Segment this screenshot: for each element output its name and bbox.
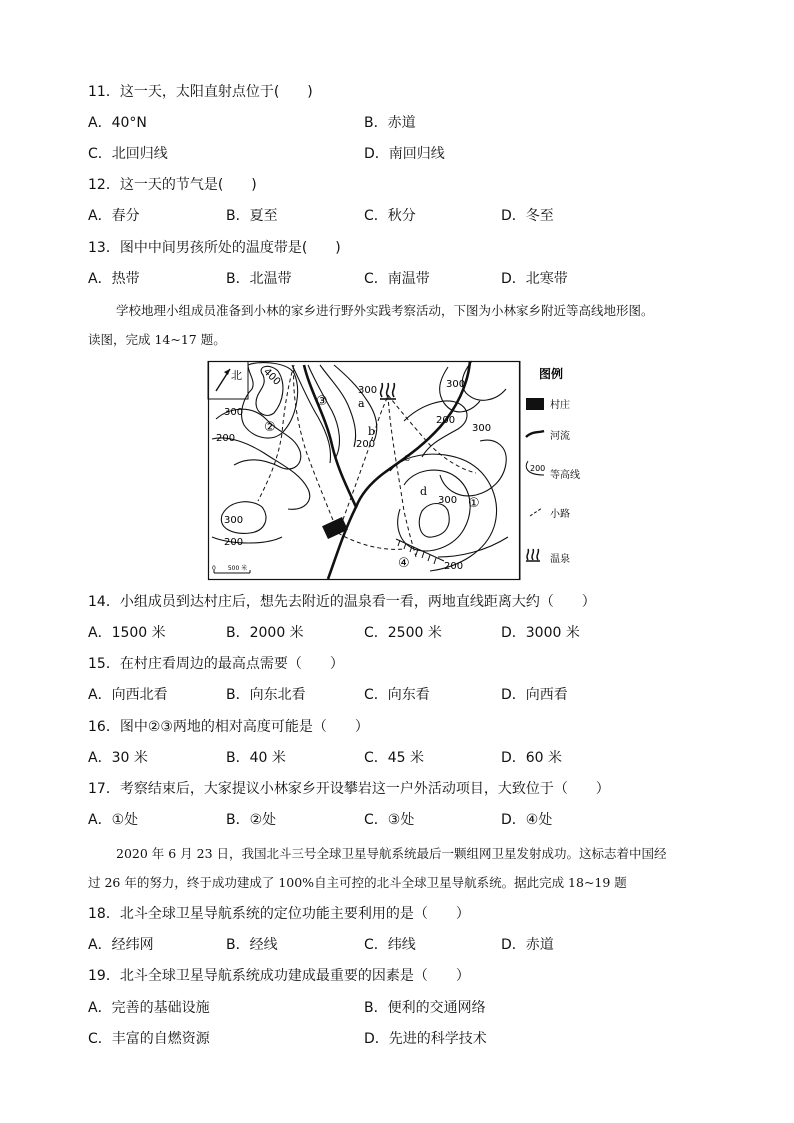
q16-option-d: D．60 米 <box>501 750 563 766</box>
question-18-stem: 18．北斗全球卫星导航系统的定位功能主要利用的是（ ） <box>88 906 470 922</box>
svg-text:300: 300 <box>438 495 458 506</box>
q14-option-c: C．2500 米 <box>364 625 442 641</box>
q12-option-c: C．秋分 <box>364 208 416 224</box>
q13-option-b: B．北温带 <box>226 271 292 287</box>
svg-text:图例: 图例 <box>539 367 564 381</box>
svg-text:200: 200 <box>436 415 456 426</box>
legend-path-swatch <box>530 508 542 516</box>
question-13-stem: 13．图中中间男孩所处的温度带是( ) <box>88 240 341 256</box>
q11-option-c: C．北回归线 <box>88 146 168 162</box>
q15-option-c: C．向东看 <box>364 687 430 703</box>
q12-option-b: B．夏至 <box>226 208 278 224</box>
intro-paragraph-1-line-2: 读图，完成 14~17 题。 <box>88 332 226 347</box>
q19-option-c: C．丰富的自燃资源 <box>88 1031 210 1047</box>
point-4: ④ <box>398 556 410 571</box>
q16-option-a: A．30 米 <box>88 750 148 766</box>
question-17-stem: 17．考察结束后，大家提议小林家乡开设攀岩这一户外活动项目，大致位于（ ） <box>88 781 610 797</box>
svg-text:300: 300 <box>472 423 492 434</box>
q16-option-c: C．45 米 <box>364 750 425 766</box>
q15-option-a: A．向西北看 <box>88 687 168 703</box>
svg-text:400: 400 <box>261 366 283 388</box>
svg-text:200: 200 <box>216 433 236 444</box>
q15-option-b: B．向东北看 <box>226 687 306 703</box>
q15-option-d: D．向西看 <box>501 687 568 703</box>
question-19-stem: 19．北斗全球卫星导航系统成功建成最重要的因素是（ ） <box>88 968 470 984</box>
legend-village-swatch <box>526 398 544 410</box>
q19-option-a: A．完善的基础设施 <box>88 1000 210 1016</box>
svg-text:200: 200 <box>224 537 244 548</box>
q17-option-c: C．③处 <box>364 812 415 828</box>
question-16-stem: 16．图中②③两地的相对高度可能是（ ） <box>88 719 369 735</box>
question-14-stem: 14．小组成员到达村庄后，想先去附近的温泉看一看，两地直线距离大约（ ） <box>88 594 596 610</box>
svg-text:河流: 河流 <box>550 431 570 442</box>
contour-map <box>208 361 580 580</box>
question-15-stem: 15．在村庄看周边的最高点需要（ ） <box>88 656 344 672</box>
svg-text:300: 300 <box>358 385 378 396</box>
svg-text:200: 200 <box>530 464 546 473</box>
q14-option-b: B．2000 米 <box>226 625 304 641</box>
q17-option-d: D．④处 <box>501 812 553 828</box>
point-1: ① <box>468 496 480 511</box>
legend-river-swatch <box>526 431 544 437</box>
q18-option-b: B．经线 <box>226 937 278 953</box>
svg-text:300: 300 <box>224 407 244 418</box>
q13-option-c: C．南温带 <box>364 271 430 287</box>
intro-paragraph-1-line-1: 学校地理小组成员准备到小林的家乡进行野外实践考察活动，下图为小林家乡附近等高线地形图。 <box>116 303 654 318</box>
q14-option-a: A．1500 米 <box>88 625 166 641</box>
map-legend <box>526 366 580 565</box>
svg-text:村庄: 村庄 <box>550 400 570 411</box>
svg-text:0 500 米: 0 500 米 <box>212 565 248 572</box>
legend-hot-spring-swatch <box>526 549 540 561</box>
q17-option-b: B．②处 <box>226 812 277 828</box>
q19-option-d: D．先进的科学技术 <box>364 1031 487 1047</box>
q18-option-c: C．纬线 <box>364 937 416 953</box>
q13-option-d: D．北寒带 <box>501 271 568 287</box>
question-11-stem: 11．这一天，太阳直射点位于( ) <box>88 84 313 100</box>
q18-option-a: A．经纬网 <box>88 937 154 953</box>
q13-option-a: A．热带 <box>88 271 140 287</box>
svg-text:200: 200 <box>444 561 464 572</box>
north-label: 北 <box>231 369 242 382</box>
q19-option-b: B．便利的交通网络 <box>364 1000 486 1016</box>
q11-option-d: D．南回归线 <box>364 146 445 162</box>
svg-text:c: c <box>404 451 411 464</box>
q17-option-a: A．①处 <box>88 812 139 828</box>
point-2: ② <box>264 420 276 435</box>
svg-text:200: 200 <box>356 439 376 450</box>
q16-option-b: B．40 米 <box>226 750 286 766</box>
point-3: ③ <box>316 394 328 409</box>
q11-option-a: A．40°N <box>88 115 147 131</box>
svg-text:d: d <box>420 485 428 498</box>
intro-paragraph-2-line-1: 2020 年 6 月 23 日，我国北斗三号全球卫星导航系统最后一颗组网卫星发射成功。这标志着中国经 <box>116 846 667 861</box>
q12-option-d: D．冬至 <box>501 208 554 224</box>
q11-option-b: B．赤道 <box>364 115 416 131</box>
question-12-stem: 12．这一天的节气是( ) <box>88 177 257 193</box>
svg-text:a: a <box>358 397 365 410</box>
q14-option-d: D．3000 米 <box>501 625 580 641</box>
svg-text:300: 300 <box>446 379 466 390</box>
svg-text:小路: 小路 <box>550 509 570 520</box>
svg-text:300: 300 <box>224 515 244 526</box>
svg-text:等高线: 等高线 <box>550 470 580 481</box>
intro-paragraph-2-line-2: 过 26 年的努力，终于成功建成了 100%自主可控的北斗全球卫星导航系统。据此完成 18~19 题 <box>88 875 627 890</box>
scale-bar <box>212 564 250 573</box>
q12-option-a: A．春分 <box>88 208 140 224</box>
svg-text:温泉: 温泉 <box>550 554 570 565</box>
q18-option-d: D．赤道 <box>501 937 554 953</box>
svg-text:b: b <box>368 425 376 438</box>
